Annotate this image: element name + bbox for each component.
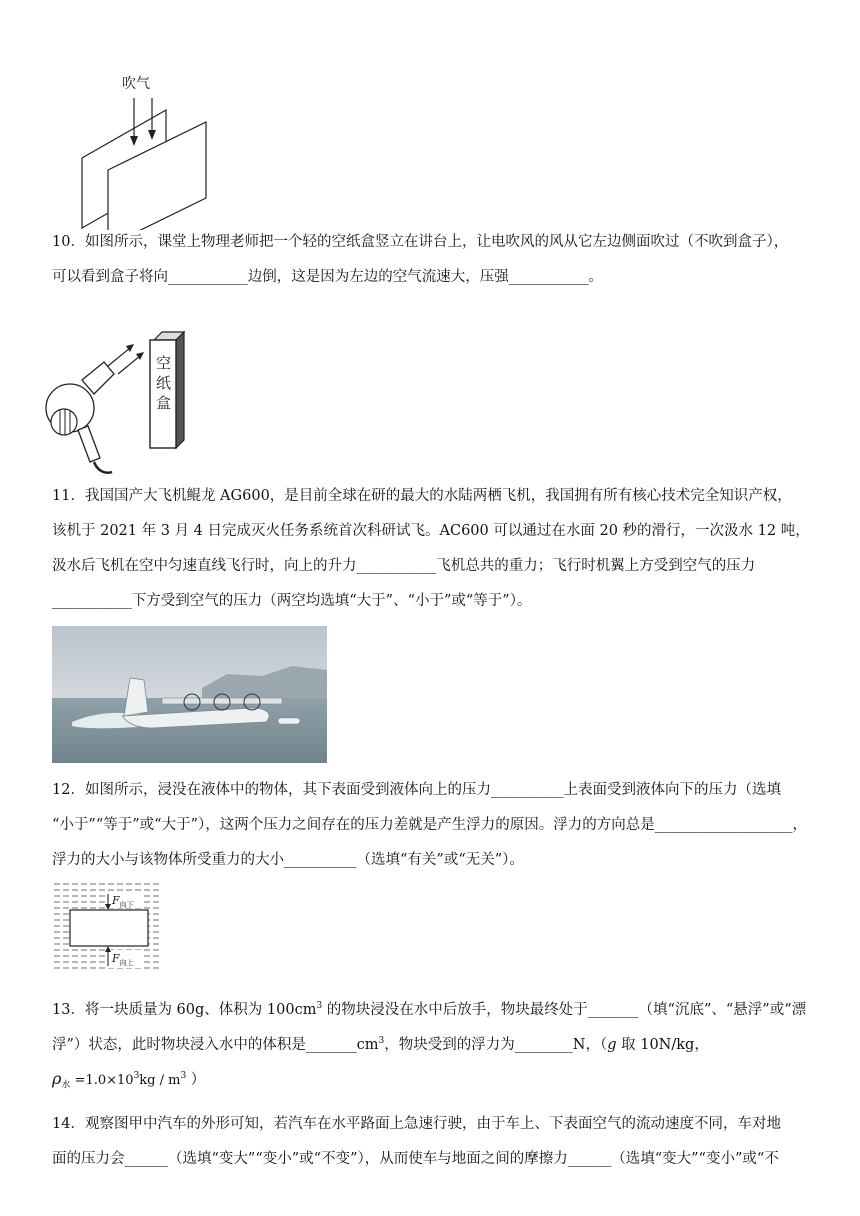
dryer-grille <box>51 409 77 435</box>
q11-line-4: ___________下方受到空气的压力（两空均选填“大于”、“小于”或“等于”）。 <box>52 593 532 609</box>
paper-box-right <box>176 332 184 448</box>
box-label-2: 纸 <box>156 374 172 392</box>
amphibious-aircraft-photo <box>52 626 327 763</box>
q13-unit-exp: 3 <box>316 1001 323 1011</box>
aircraft-wing <box>162 698 282 704</box>
force-up-head <box>105 946 111 952</box>
rho-exp: 3 <box>133 1071 140 1081</box>
dryer-cord <box>94 462 112 473</box>
wind-arrow-2 <box>118 356 140 374</box>
rho-close: ） <box>186 1071 206 1088</box>
blow-label: 吹气 <box>122 75 150 91</box>
q13-text-c: 浮”）状态，此时物块浸入水中的体积是_______cm <box>52 1036 379 1053</box>
rho-value: =1.0×10 <box>70 1072 134 1088</box>
rho-symbol: ρ <box>52 1068 62 1088</box>
dryer-handle <box>78 426 100 462</box>
q13-g-symbol: g <box>607 1036 617 1053</box>
q12-line-3: 浮力的大小与该物体所受重力的大小__________（选填“有关”或“无关”）。 <box>52 852 524 868</box>
rho-subscript: 水 <box>61 1080 71 1091</box>
q13-volume-exp: 3 <box>378 1036 385 1046</box>
force-down-label: $F_{向下}$ <box>112 894 134 909</box>
wind-arrow-1 <box>108 348 130 366</box>
q12-line-1: 12．如图所示，浸没在液体中的物体，其下表面受到液体向上的压力__________上表面受到液体向下的压力（选填 <box>52 782 781 798</box>
submerged-object-figure <box>52 880 164 976</box>
q13-text-d: ，物块受到的浮力为________N，（ <box>384 1036 608 1053</box>
q10-line-2: 可以看到盒子将向___________边倒，这是因为左边的空气流速大，压强___________。 <box>52 269 603 285</box>
box-label-3: 盒 <box>156 394 172 412</box>
q14-line-1: 14．观察图甲中汽车的外形可知，若汽车在水平路面上急速行驶，由于车上、下表面空气的流动速度不同，车对地 <box>52 1116 781 1132</box>
rho-unit: kg / m <box>139 1072 181 1088</box>
submerged-block <box>70 910 148 946</box>
q14-line-2: 面的压力会______（选填“变大”“变小”或“不变”），从而使车与地面之间的摩擦力______（选填“变大”“变小”或“不 <box>52 1151 779 1167</box>
sea <box>52 698 327 763</box>
q13-text-a: 13．将一块质量为 60g、体积为 100 <box>52 1001 295 1018</box>
q13-line-3 <box>52 1066 205 1096</box>
rho-unit-exp: 3 <box>180 1071 187 1081</box>
q13-line-2 <box>52 1031 709 1055</box>
dryer-nozzle <box>82 362 114 394</box>
q11-line-1: 11．我国国产大飞机鲲龙 AG600，是目前全球在研的最大的水陆两栖飞机，我国拥有所有核心技术完全知识产权， <box>52 488 792 504</box>
q13-text-b: 的物块浸没在水中后放手，物块最终处于_______（填“沉底”、“悬浮”或“漂 <box>322 1001 807 1018</box>
q11-line-3: 汲水后飞机在空中匀速直线飞行时，向上的升力___________飞机总共的重力；飞行时机翼上方受到空气的压力 <box>52 558 756 574</box>
q11-line-2: 该机于 2021 年 3 月 4 日完成灭火任务系统首次科研试飞。AC600 可以通过在水面 20 秒的滑行，一次汲水 12 吨， <box>52 523 810 539</box>
q12-line-2: “小于”“等于”或“大于”），这两个压力之间存在的压力差就是产生浮力的原因。浮力的方向总是___________________， <box>52 817 807 833</box>
hair-dryer-figure <box>42 322 192 480</box>
q13-unit-cm: cm <box>294 1001 317 1018</box>
wing-float <box>278 718 300 724</box>
paper-blow-figure <box>78 70 213 230</box>
q13-text-e: 取 10N/kg， <box>616 1036 709 1053</box>
force-up-label: $F_{向上}$ <box>112 952 134 967</box>
q13-line-1 <box>52 996 806 1020</box>
box-label-1: 空 <box>156 354 172 372</box>
q10-line-1: 10．如图所示，课堂上物理老师把一个轻的空纸盒竖立在讲台上，让电吹风的风从它左边侧面吹过（不吹到盒子）， <box>52 234 789 250</box>
